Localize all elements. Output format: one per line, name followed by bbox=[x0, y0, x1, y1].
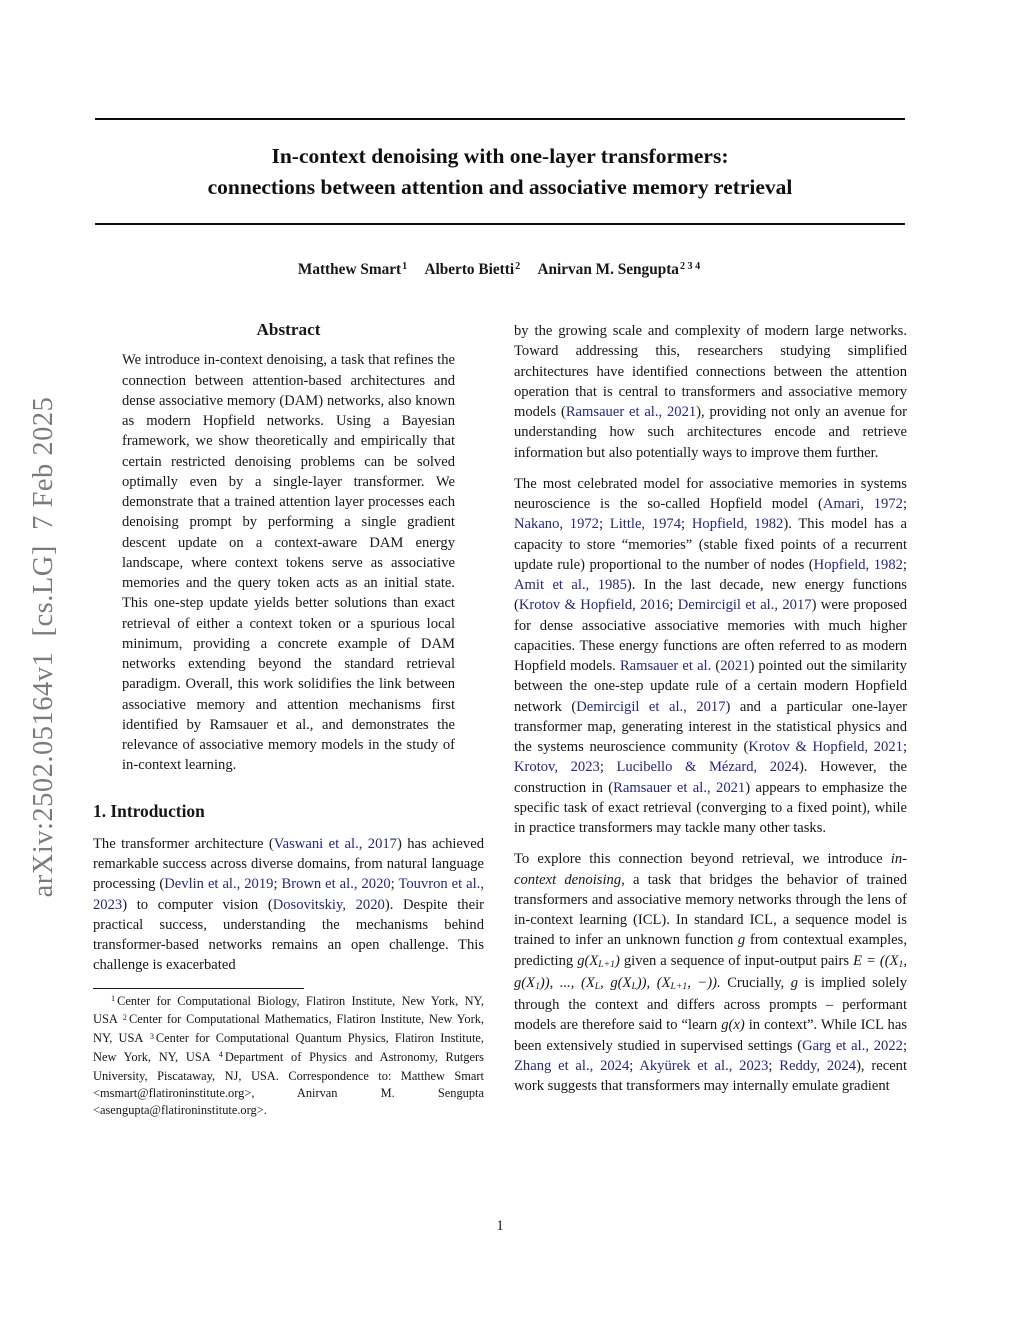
right-column bbox=[514, 321, 907, 1107]
paper-title-line2: connections between attention and associative memory retrieval bbox=[207, 175, 793, 199]
paper-title bbox=[95, 141, 905, 203]
citation-link[interactable]: Ramsauer et al. bbox=[619, 658, 712, 674]
citation-link[interactable]: Nakano, 1972 bbox=[514, 516, 599, 533]
right-paragraph-3: To explore this connection beyond retrieval, we introduce in-context denoising, a task that bridges the behavior of trained transformers and associative memory networks through the lens of in-context learning (ICL). In standard ICL, a sequence model is trained to infer an unknown function g from contextual examples, predicting g(XL+1) given a sequence of input-output pairs E = ((X1, g(X1)), ..., (XL, g(XL)), (XL+1, −)). Crucially, g is implied solely through the context and differs across prompts – performant models are therefore said to “learn g(x) in context”. While ICL has been extensively studied in supervised settings (Garg et al., 2022; Zhang et al., 2024; Akyürek et al., 2023; Reddy, 2024), recent work suggests that transformers may internally emulate gradient bbox=[514, 851, 908, 1094]
paper-header bbox=[95, 0, 905, 279]
citation-link[interactable]: 2021 bbox=[720, 658, 750, 674]
footnote-rule bbox=[93, 988, 304, 989]
author-line: Matthew Smart$^1$ Alberto Bietti$^2$ Anirvan M. Sengupta$^{2 3 4}$ bbox=[297, 261, 701, 278]
citation-link[interactable]: Garg et al., 2022 bbox=[802, 1037, 903, 1054]
page-number: 1 bbox=[496, 1218, 504, 1234]
section-heading-introduction: 1. Introduction bbox=[93, 800, 205, 821]
right-paragraph-2: The most celebrated model for associative memories in systems neuroscience is the so-called Hopfield model (Amari, 1972; Nakano, 1972; Little, 1974; Hopfield, 1982). This model has a capacity to store “memories” (stable fixed points of a recurrent update rule) proportional to the number of nodes (Hopfield, 1982; Amit et al., 1985). In the last decade, new energy functions (Krotov & Hopfield, 2016; Demircigil et al., 2017) were proposed for dense associative associative memories with much higher capacities. These energy functions are often referred to as modern Hopfield models. Ramsauer et al. (2021) pointed out the similarity between the one-step update rule of a certain modern Hopfield network (Demircigil et al., 2017) and a particular one-layer transformer map, generating interest in the statistical physics and the systems neuroscience community (Krotov & Hopfield, 2021; Krotov, 2023; Lucibello & Mézard, 2024). However, the construction in (Ramsauer et al., 2021) appears to emphasize the specific task of exact retrieval (converging to a fixed point), while in practice transformers may tackle many other tasks. bbox=[514, 475, 908, 836]
citation-link[interactable]: Hopfield, 1982 bbox=[691, 516, 784, 533]
citation-link[interactable]: Amari, 1972 bbox=[822, 496, 903, 512]
citation-link[interactable]: Dosovitskiy, 2020 bbox=[272, 896, 385, 913]
arxiv-watermark: arXiv:2502.05164v1 [cs.LG] 7 Feb 2025 bbox=[28, 396, 59, 898]
abstract-heading: Abstract bbox=[256, 320, 321, 339]
right-paragraph-1: by the growing scale and complexity of modern large networks. Toward addressing this, researchers studying simplified architectures have identified connections between the attention operation that is central to transformers and associative memory models (Ramsauer et al., 2021), providing not only an avenue for understanding how such architectures encode and retrieve information but also potentially ways to improve them further. bbox=[514, 323, 907, 461]
title-rule-top bbox=[95, 118, 905, 120]
title-rule-bottom bbox=[95, 223, 905, 225]
citation-link[interactable]: Lucibello & Mézard, 2024 bbox=[616, 759, 799, 776]
citation-link[interactable]: Ramsauer et al., 2021 bbox=[613, 779, 746, 796]
citation-link[interactable]: Krotov & Hopfield, 2016 bbox=[518, 597, 670, 614]
citation-link[interactable]: Brown et al., 2020 bbox=[281, 876, 391, 893]
abstract-text: We introduce in-context denoising, a task that refines the connection between attention-based architectures and dense associative memory (DAM) networks, also known as modern Hopfield networks. Using a Bayesian framework, we show theoretically and empirically that certain restricted denoising problems can be solved optimally even by a single-layer transformer. We demonstrate that a trained attention layer processes each denoising prompt by performing a single gradient descent update on a context-aware DAM energy landscape, where context tokens serve as associative memories and the query token acts as an initial state. This one-step update yields better solutions than exact retrieval of either a context token or a spurious local minimum, providing a concrete example of DAM networks extending beyond the standard retrieval paradigm. Overall, this work solidifies the link between associative memory and attention mechanisms first identified by Ramsauer et al., and demonstrates the relevance of associative memory models in the study of in-context learning. bbox=[122, 352, 455, 774]
citation-link[interactable]: Krotov, 2023 bbox=[514, 759, 600, 776]
citation-link[interactable]: Amit et al., 1985 bbox=[514, 577, 627, 593]
paper-title-line1: In-context denoising with one-layer transformers: bbox=[271, 144, 729, 168]
left-column bbox=[93, 320, 484, 1129]
citation-link[interactable]: Akyürek et al., 2023 bbox=[639, 1057, 769, 1074]
citation-link[interactable]: Demircigil et al., 2017 bbox=[677, 597, 812, 614]
citation-link[interactable]: Krotov & Hopfield, 2021 bbox=[748, 739, 903, 755]
citation-link[interactable]: Vaswani et al., 2017 bbox=[273, 835, 397, 852]
citation-link[interactable]: Devlin et al., 2019 bbox=[164, 876, 274, 893]
citation-link[interactable]: Hopfield, 1982 bbox=[813, 556, 903, 573]
citation-link[interactable]: Zhang et al., 2024 bbox=[514, 1057, 630, 1074]
citation-link[interactable]: Demircigil et al., 2017 bbox=[576, 698, 726, 715]
citation-link[interactable]: Little, 1974 bbox=[609, 516, 682, 533]
footnote-text: $^1$ Center for Computational Biology, Flatiron Institute, New York, NY, USA $^2$ Center for Computational Mathematics, Flatiron Institute, New York, NY, USA $^3$ Center for Computational Quantum Physics, Flatiron Institute, New York, NY, USA $^4$ Department of Physics and Astronomy, Rutgers University, Piscataway, NJ, USA. Correspondence to: Matthew Smart <msmart@flatironinstitute.org>, Anirvan M. Sengupta <asengupta@flatironinstitute.org>. bbox=[93, 993, 484, 1117]
citation-link[interactable]: Ramsauer et al., 2021 bbox=[565, 404, 697, 420]
citation-link[interactable]: Reddy, 2024 bbox=[779, 1057, 857, 1074]
citation-link[interactable]: Touvron et al., 2023 bbox=[93, 876, 484, 913]
intro-paragraph: The transformer architecture (Vaswani et al., 2017) has achieved remarkable success across diverse domains, from natural language processing (Devlin et al., 2019; Brown et al., 2020; Touvron et al., 2023) to computer vision (Dosovitskiy, 2020). Despite their practical success, understanding the mechanisms behind transformer-based networks remains an open challenge. This challenge is exacerbated bbox=[93, 835, 484, 974]
